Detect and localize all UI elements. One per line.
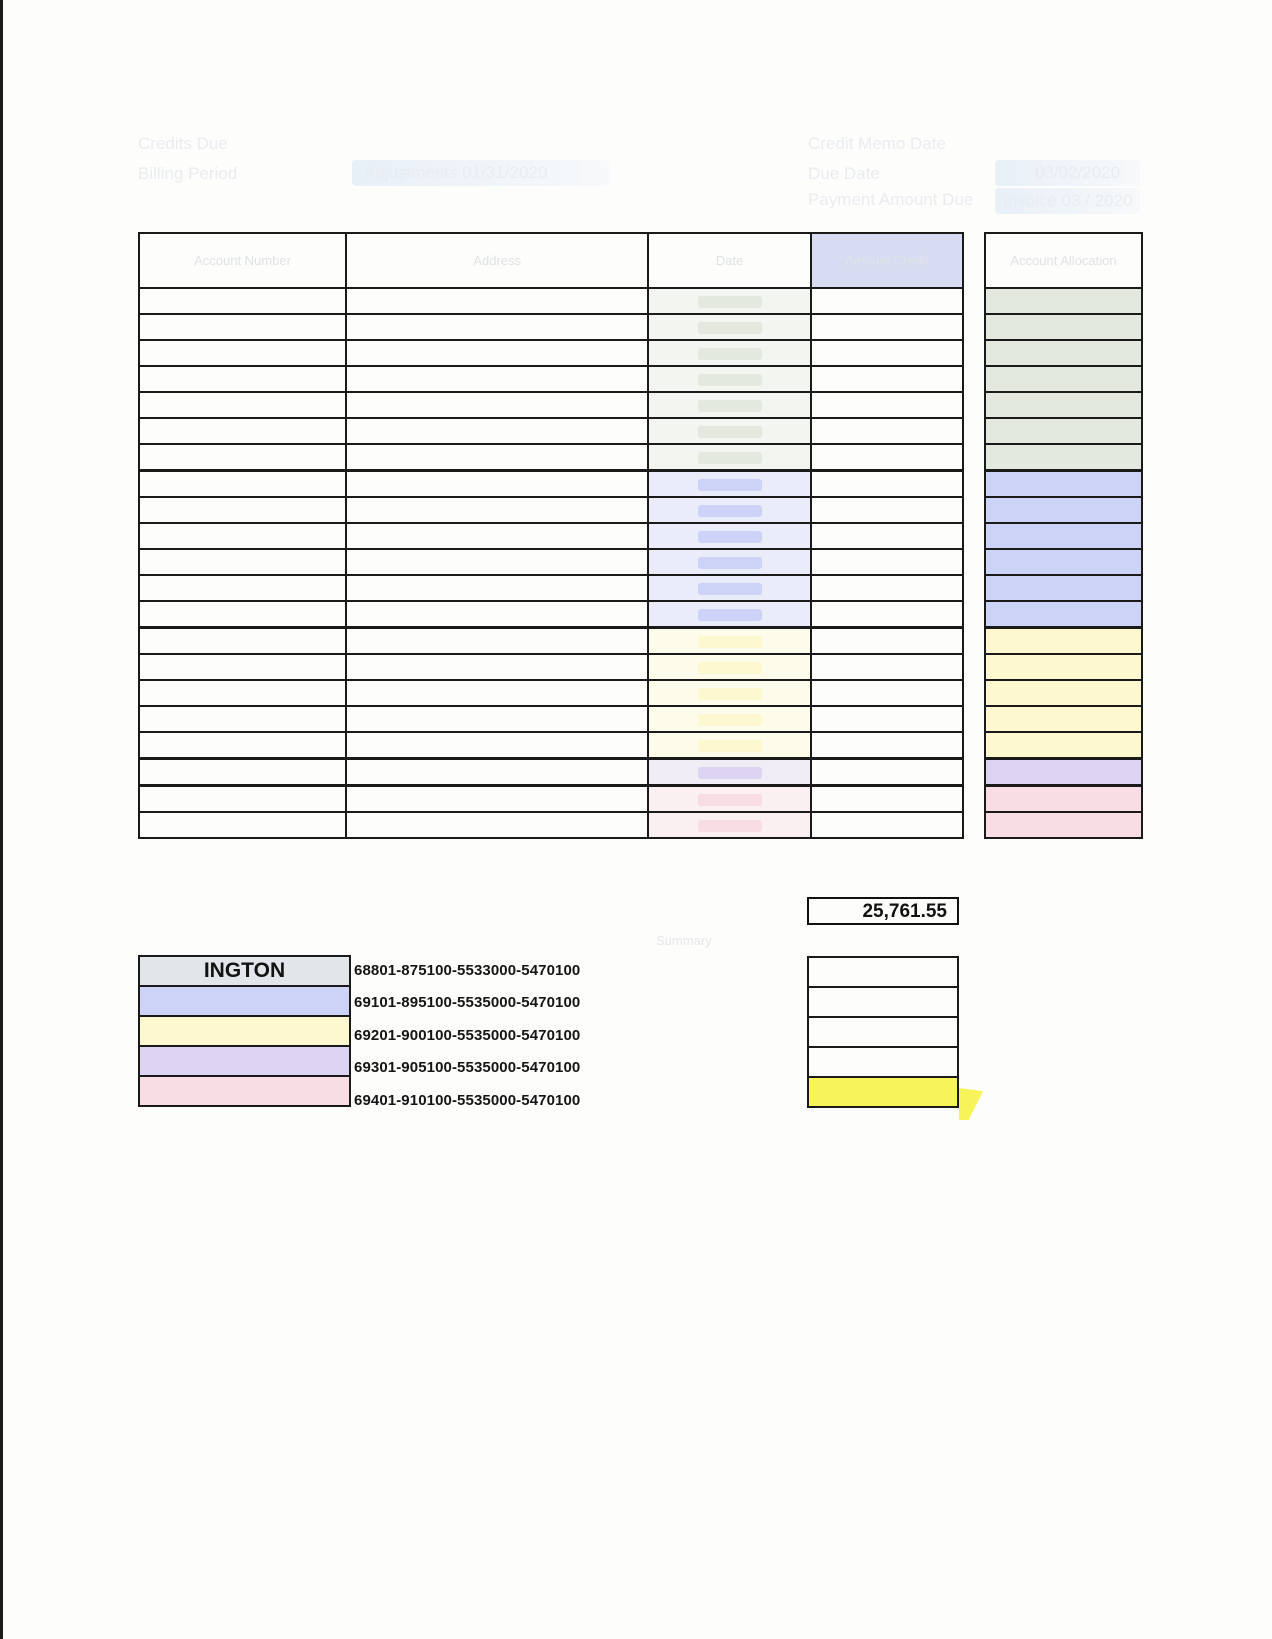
date-swatch (698, 557, 762, 569)
cell-allocation (985, 628, 1142, 655)
cell-account (139, 732, 346, 759)
allocation-swatch (992, 794, 1062, 806)
legend-name: COND 69 (146, 1082, 212, 1100)
summary-row (808, 957, 958, 987)
table-row (139, 706, 963, 732)
allocation-row (985, 549, 1142, 575)
cell-date (648, 523, 810, 549)
legend-body (139, 956, 350, 1106)
summary-row (808, 987, 958, 1017)
date-swatch (698, 400, 762, 412)
allocation-row (985, 418, 1142, 444)
allocation-swatch (992, 609, 1062, 621)
cell-date (648, 418, 810, 444)
col-address: Address (346, 233, 648, 288)
header-label-period: Billing Period (138, 164, 238, 183)
cell-address (346, 523, 648, 549)
cell-amount (811, 786, 963, 813)
summary-value (808, 1047, 958, 1077)
cell-address (346, 601, 648, 628)
legend-swatch (139, 1076, 350, 1106)
allocation-swatch (992, 820, 1062, 832)
cell-date (648, 471, 810, 498)
cell-address (346, 575, 648, 601)
cell-date (648, 654, 810, 680)
table-row (139, 628, 963, 655)
summary-label (650, 1055, 652, 1087)
cell-date (648, 732, 810, 759)
table-row (139, 759, 963, 786)
cell-amount (811, 314, 963, 340)
date-swatch (698, 348, 762, 360)
allocation-row (985, 601, 1142, 628)
table-row (139, 471, 963, 498)
cell-allocation (985, 314, 1142, 340)
cell-address (346, 314, 648, 340)
cell-allocation (985, 497, 1142, 523)
allocation-swatch (992, 767, 1062, 779)
allocation-swatch (992, 322, 1062, 334)
cell-allocation (985, 759, 1142, 786)
table-row (139, 549, 963, 575)
cell-address (346, 732, 648, 759)
summary-label (650, 1023, 652, 1055)
date-swatch (698, 636, 762, 648)
cell-amount (811, 471, 963, 498)
summary-value (808, 1077, 958, 1107)
cell-amount (811, 523, 963, 549)
cell-address (346, 706, 648, 732)
cell-date (648, 601, 810, 628)
cell-date (648, 759, 810, 786)
date-swatch (698, 740, 762, 752)
gl-account: 69201-900100-5535000-5470100 (354, 1026, 581, 1044)
table-row (139, 786, 963, 813)
cell-address (346, 654, 648, 680)
allocation-row (985, 732, 1142, 759)
allocation-row (985, 340, 1142, 366)
allocation-swatch (992, 296, 1062, 308)
summary-table (807, 956, 959, 1108)
cell-amount (811, 812, 963, 838)
date-swatch (698, 767, 762, 779)
table-row (139, 392, 963, 418)
allocation-swatch (992, 688, 1062, 700)
cell-address (346, 497, 648, 523)
gl-account: 69301-905100-5535000-5470100 (354, 1059, 581, 1077)
table-row (139, 314, 963, 340)
cell-account (139, 340, 346, 366)
cell-amount (811, 759, 963, 786)
cell-date (648, 288, 810, 314)
cell-account (139, 575, 346, 601)
table-row (139, 418, 963, 444)
cell-account (139, 786, 346, 813)
allocation-row (985, 654, 1142, 680)
cell-address (346, 392, 648, 418)
table-row (139, 340, 963, 366)
cell-account (139, 444, 346, 471)
allocation-row (985, 786, 1142, 813)
cell-amount (811, 601, 963, 628)
table-row (139, 366, 963, 392)
cell-account (139, 392, 346, 418)
allocation-swatch (992, 557, 1062, 569)
cell-amount (811, 418, 963, 444)
legend-row (139, 1016, 350, 1046)
summary-labels (650, 958, 652, 1120)
cell-account (139, 759, 346, 786)
table-row (139, 680, 963, 706)
cell-allocation (985, 444, 1142, 471)
date-swatch (698, 688, 762, 700)
cell-amount (811, 392, 963, 418)
legend-name: COND 69 (146, 1052, 212, 1070)
cell-date (648, 392, 810, 418)
cell-address (346, 549, 648, 575)
cell-address (346, 340, 648, 366)
cell-amount (811, 706, 963, 732)
allocation-row (985, 314, 1142, 340)
cell-allocation (985, 732, 1142, 759)
cell-allocation (985, 392, 1142, 418)
date-swatch (698, 662, 762, 674)
legend-swatch (139, 986, 350, 1016)
legend-name: COND 69 (146, 992, 212, 1010)
allocation-swatch (992, 714, 1062, 726)
date-swatch (698, 426, 762, 438)
cell-account (139, 812, 346, 838)
allocation-swatch (992, 583, 1062, 595)
allocation-swatch (992, 662, 1062, 674)
col-amount-credit: Amount Credit (811, 233, 963, 288)
cell-allocation (985, 680, 1142, 706)
cell-allocation (985, 288, 1142, 314)
header-field-text: Adjustments 01/31/2020 (364, 163, 548, 182)
cell-amount (811, 340, 963, 366)
cell-account (139, 680, 346, 706)
cell-account (139, 523, 346, 549)
date-swatch (698, 479, 762, 491)
date-swatch (698, 322, 762, 334)
header-label-memo-date: Credit Memo Date (808, 134, 946, 153)
table-row (139, 812, 963, 838)
cell-date (648, 575, 810, 601)
cell-allocation (985, 418, 1142, 444)
summary-row (808, 1077, 958, 1107)
cell-date (648, 786, 810, 813)
legend-swatch (139, 1016, 350, 1046)
summary-row (808, 1017, 958, 1047)
highlight-mark (959, 1088, 983, 1120)
summary-value (808, 1017, 958, 1047)
cell-amount (811, 575, 963, 601)
cell-date (648, 314, 810, 340)
allocation-row (985, 392, 1142, 418)
legend-row (139, 1046, 350, 1076)
cell-address (346, 680, 648, 706)
cell-amount (811, 549, 963, 575)
cell-allocation (985, 471, 1142, 498)
cell-allocation (985, 706, 1142, 732)
summary-row (808, 1047, 958, 1077)
legend-swatch (139, 1046, 350, 1076)
total-amount: 25,761.55 (807, 897, 959, 925)
cell-amount (811, 288, 963, 314)
allocation-swatch (992, 479, 1062, 491)
summary-body (808, 957, 958, 1107)
legend-name: COND 69 (146, 1022, 212, 1040)
legend-row (139, 986, 350, 1016)
cell-date (648, 366, 810, 392)
date-swatch (698, 820, 762, 832)
table-row (139, 288, 963, 314)
cell-account (139, 314, 346, 340)
summary-label (650, 1088, 652, 1120)
cell-account (139, 471, 346, 498)
cell-account (139, 601, 346, 628)
table-row (139, 444, 963, 471)
cell-amount (811, 444, 963, 471)
gl-account: 69401-910100-5535000-5470100 (354, 1091, 581, 1109)
cell-allocation (985, 601, 1142, 628)
cell-allocation (985, 786, 1142, 813)
cell-address (346, 288, 648, 314)
cell-address (346, 759, 648, 786)
credits-table (138, 232, 964, 839)
cell-address (346, 786, 648, 813)
date-swatch (698, 452, 762, 464)
legend-swatch (139, 956, 350, 986)
allocation-swatch (992, 348, 1062, 360)
allocation-swatch (992, 452, 1062, 464)
allocation-swatch (992, 426, 1062, 438)
table-row (139, 601, 963, 628)
legend-row (139, 956, 350, 986)
header-label-amount-due: Payment Amount Due (808, 190, 974, 209)
cell-account (139, 549, 346, 575)
allocation-row (985, 523, 1142, 549)
summary-heading: Summary (656, 933, 712, 948)
allocation-row (985, 471, 1142, 498)
header-invoice-value: Invoice 03 / 2020 (1003, 191, 1133, 210)
legend-row (139, 1076, 350, 1106)
allocation-row (985, 706, 1142, 732)
table-row (139, 732, 963, 759)
cell-account (139, 288, 346, 314)
credits-table-header (139, 233, 963, 288)
allocation-table-body (985, 288, 1142, 838)
date-swatch (698, 505, 762, 517)
cell-address (346, 444, 648, 471)
legend-table (138, 955, 351, 1107)
allocation-swatch (992, 531, 1062, 543)
summary-value (808, 987, 958, 1017)
cell-allocation (985, 575, 1142, 601)
allocation-row (985, 366, 1142, 392)
col-date: Date (648, 233, 810, 288)
date-swatch (698, 374, 762, 386)
cell-account (139, 366, 346, 392)
cell-amount (811, 732, 963, 759)
cell-account (139, 628, 346, 655)
cell-allocation (985, 366, 1142, 392)
allocation-row (985, 812, 1142, 838)
cell-account (139, 497, 346, 523)
cell-amount (811, 628, 963, 655)
cell-address (346, 628, 648, 655)
cell-date (648, 812, 810, 838)
date-swatch (698, 714, 762, 726)
col-account-allocation: Account Allocation (985, 233, 1142, 288)
cell-date (648, 497, 810, 523)
cell-allocation (985, 340, 1142, 366)
allocation-row (985, 444, 1142, 471)
cell-amount (811, 366, 963, 392)
date-swatch (698, 531, 762, 543)
cell-address (346, 471, 648, 498)
table-row (139, 575, 963, 601)
cell-address (346, 366, 648, 392)
allocation-row (985, 628, 1142, 655)
credits-table-body (139, 288, 963, 838)
cell-account (139, 654, 346, 680)
summary-label (650, 990, 652, 1022)
summary-value (808, 957, 958, 987)
date-swatch (698, 609, 762, 621)
legend-name: INGTON (203, 959, 286, 982)
cell-address (346, 812, 648, 838)
cell-account (139, 706, 346, 732)
allocation-row (985, 759, 1142, 786)
summary-label (650, 958, 652, 990)
date-swatch (698, 583, 762, 595)
allocation-swatch (992, 374, 1062, 386)
header-label-credits: Credits Due (138, 134, 228, 153)
cell-date (648, 549, 810, 575)
gl-account-list (354, 962, 580, 1124)
date-swatch (698, 296, 762, 308)
allocation-swatch (992, 505, 1062, 517)
cell-allocation (985, 654, 1142, 680)
cell-amount (811, 654, 963, 680)
cell-date (648, 340, 810, 366)
header-due-date-value: 03/02/2020 (1035, 163, 1121, 182)
col-account-number: Account Number (139, 233, 346, 288)
cell-date (648, 706, 810, 732)
cell-date (648, 680, 810, 706)
allocation-row (985, 288, 1142, 314)
table-row (139, 497, 963, 523)
table-row (139, 523, 963, 549)
cell-amount (811, 680, 963, 706)
header-label-due-date: Due Date (808, 164, 880, 183)
cell-address (346, 418, 648, 444)
cell-date (648, 444, 810, 471)
allocation-row (985, 575, 1142, 601)
table-row (139, 654, 963, 680)
cell-date (648, 628, 810, 655)
scan-edge (0, 0, 3, 1639)
allocation-row (985, 680, 1142, 706)
allocation-table (984, 232, 1143, 839)
header-field-due-date (995, 160, 1140, 186)
allocation-table-header (985, 233, 1142, 288)
gl-account: 69101-895100-5535000-5470100 (354, 994, 581, 1012)
cell-account (139, 418, 346, 444)
cell-allocation (985, 549, 1142, 575)
allocation-row (985, 497, 1142, 523)
cell-allocation (985, 812, 1142, 838)
cell-amount (811, 497, 963, 523)
cell-allocation (985, 523, 1142, 549)
allocation-swatch (992, 740, 1062, 752)
header-field-adjustments (352, 160, 610, 186)
header-field-invoice (995, 188, 1140, 214)
allocation-swatch (992, 400, 1062, 412)
gl-account: 68801-875100-5533000-5470100 (354, 962, 581, 979)
date-swatch (698, 794, 762, 806)
allocation-swatch (992, 636, 1062, 648)
